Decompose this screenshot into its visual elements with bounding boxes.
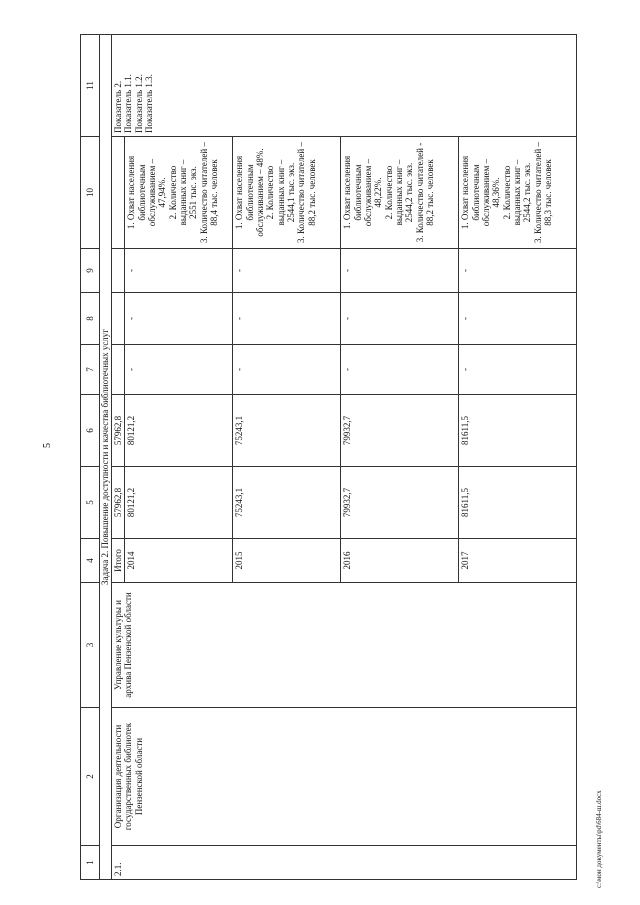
funding-federal: -: [459, 345, 577, 395]
funding-regional: 80121,2: [125, 395, 233, 467]
header-row: [81, 35, 100, 880]
funding-other: [112, 249, 125, 293]
year-cell: 2016: [341, 539, 459, 583]
funding-total: 81611,5: [459, 467, 577, 539]
program-table-wrapper: [80, 35, 585, 880]
funding-total: 80121,2: [125, 467, 233, 539]
funding-regional: 57962,8: [112, 395, 125, 467]
year-cell: 2014: [125, 539, 233, 583]
year-cell: Итого: [112, 539, 125, 583]
funding-local: -: [125, 293, 233, 345]
results: [112, 137, 125, 249]
footer-file-path: c:\мои документы\рd\684-ш.docx: [595, 790, 603, 888]
funding-regional: 79932,7: [341, 395, 459, 467]
funding-regional: 81611,5: [459, 395, 577, 467]
executor: Управление культуры и архива Пензенской области: [112, 583, 577, 708]
col-number: 4: [81, 539, 100, 583]
funding-local: -: [233, 293, 341, 345]
funding-total: 79932,7: [341, 467, 459, 539]
table-row: [112, 35, 125, 880]
page-number: 5: [42, 443, 53, 448]
task-row: [100, 35, 112, 880]
task-title: Задача 2. Повышение доступности и качества библиотечных услуг: [100, 35, 112, 880]
activity-name: Организация деятельности государственных библиотек Пензенской области: [112, 708, 577, 846]
funding-federal: [112, 345, 125, 395]
col-number: 6: [81, 395, 100, 467]
funding-local: -: [341, 293, 459, 345]
col-number: 3: [81, 583, 100, 708]
year-cell: 2017: [459, 539, 577, 583]
col-number: 7: [81, 345, 100, 395]
program-table: [80, 34, 577, 880]
funding-other: -: [233, 249, 341, 293]
col-number: 5: [81, 467, 100, 539]
col-number: 9: [81, 249, 100, 293]
col-number: 2: [81, 708, 100, 846]
results: 1. Охват населения библиотечным обслуживанием – 48,36%. 2. Количество выданных книг – 2544,2 тыс. экз. 3. Количество читателей – 88,3 тыс. человек: [459, 137, 577, 249]
results: 1. Охват населения библиотечным обслуживанием – 48%. 2. Количество выданных книг – 2544,1 тыс. экз. 3. Количество читателей – 88,2 тыс. человек: [233, 137, 341, 249]
funding-other: -: [341, 249, 459, 293]
funding-regional: 75243,1: [233, 395, 341, 467]
col-number: 10: [81, 137, 100, 249]
col-number: 1: [81, 846, 100, 880]
funding-total: 75243,1: [233, 467, 341, 539]
funding-federal: -: [341, 345, 459, 395]
indicators: Показатель 2. Показатель 1.1. Показатель 1.2. Показатель 1.3.: [112, 35, 577, 137]
col-number: 11: [81, 35, 100, 137]
funding-local: -: [459, 293, 577, 345]
funding-total: 57962,8: [112, 467, 125, 539]
funding-other: -: [125, 249, 233, 293]
funding-other: -: [459, 249, 577, 293]
year-cell: 2015: [233, 539, 341, 583]
results: 1. Охват населения библиотечным обслуживанием – 47,94%. 2. Количество выданных книг – 2551 тыс. экз. 3. Количество читателей – 88,4 тыс. человек: [125, 137, 233, 249]
funding-federal: -: [125, 345, 233, 395]
funding-local: [112, 293, 125, 345]
results: 1. Охват населения библиотечным обслуживанием – 48,22%. 2. Количество выданных книг – 2544,2 тыс. экз. 3. Количество читателей - 88,2 тыс. человек: [341, 137, 459, 249]
col-number: 8: [81, 293, 100, 345]
funding-federal: -: [233, 345, 341, 395]
row-number: 2.1.: [112, 846, 577, 880]
